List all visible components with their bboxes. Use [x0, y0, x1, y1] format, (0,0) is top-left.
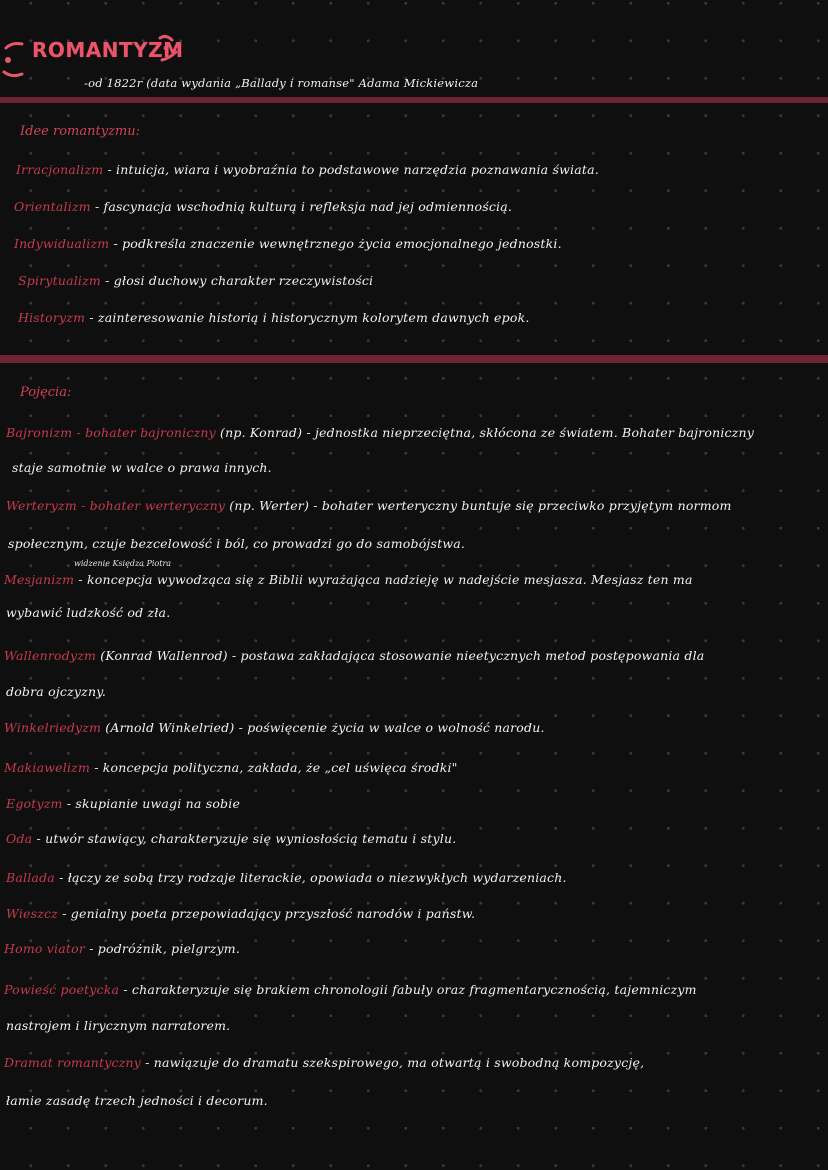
- concept-term: Wallenrodyzm: [4, 648, 97, 663]
- concept-term-part: - bohater: [76, 498, 145, 513]
- concept-powiesc: [4, 982, 697, 997]
- concept-desc: - nawiązuje do dramatu szekspirowego, ma otwartą i swobodną kompozycję,: [141, 1055, 645, 1070]
- concept-term: Homo viator: [4, 941, 86, 956]
- concept-desc: - genialny poeta przepowiadający przyszłość narodów i państw.: [58, 906, 476, 921]
- idea-term: Indywidualizm: [14, 236, 110, 251]
- idea-desc: - intuicja, wiara i wyobraźnia to podstawowe narzędzia poznawania świata.: [103, 162, 599, 177]
- concept-ballada: [6, 870, 567, 885]
- concept-powiesc-cont: nastrojem i lirycznym narratorem.: [6, 1018, 231, 1033]
- concept-desc: - łączy ze sobą trzy rodzaje literackie, opowiada o niezwykłych wydarzeniach.: [54, 870, 567, 885]
- concept-mesjanizm: [4, 572, 693, 587]
- idea-item: [18, 273, 373, 288]
- concept-desc: - koncepcja polityczna, zakłada, że „cel uświęca środki": [90, 760, 458, 775]
- idea-item: [16, 162, 599, 177]
- concept-wallenrodyzm: [4, 648, 704, 663]
- concepts-heading: Pojęcia:: [20, 385, 72, 400]
- idea-item: [18, 310, 530, 325]
- idea-term: Irracjonalizm: [16, 162, 104, 177]
- idea-desc: - zainteresowanie historią i historycznym kolorytem dawnych epok.: [85, 310, 530, 325]
- concept-term: Egotyzm: [6, 796, 63, 811]
- concept-term: Wieszcz: [6, 906, 59, 921]
- idea-desc: - podkreśla znaczenie wewnętrznego życia emocjonalnego jednostki.: [109, 236, 562, 251]
- concept-mesjanizm-cont: wybawić ludzkość od zła.: [6, 605, 171, 620]
- concept-wieszcz: [6, 906, 475, 921]
- concept-term: Dramat romantyczny: [4, 1055, 141, 1070]
- idea-item: [14, 236, 562, 251]
- divider-middle: [0, 355, 828, 363]
- concept-term: Oda: [6, 831, 33, 846]
- concept-desc: - charakteryzuje się brakiem chronologii fabuły oraz fragmentarycznością, tajemniczym: [119, 982, 697, 997]
- concept-term: Ballada: [6, 870, 55, 885]
- concept-term-part: bajroniczny: [140, 425, 216, 440]
- concept-werteryzm-cont: społecznym, czuje bezcelowość i ból, co prowadzi go do samobójstwa.: [8, 536, 466, 551]
- idea-term: Spirytualizm: [18, 273, 101, 288]
- concept-desc: (np. Werter) - bohater werteryczny buntuje się przeciwko przyjętym normom: [225, 498, 732, 513]
- concept-desc: - skupianie uwagi na sobie: [62, 796, 241, 811]
- concept-egotyzm: [6, 796, 240, 811]
- concept-bajronizm-cont: staje samotnie w walce o prawa innych.: [12, 460, 272, 475]
- concept-makiawelizm: [4, 760, 458, 775]
- subtitle: -od 1822r (data wydania „Ballady i romanse" Adama Mickiewicza: [84, 76, 479, 90]
- idea-item: [14, 199, 512, 214]
- concept-oda: [6, 831, 456, 846]
- concept-term: Powieść poetycka: [4, 982, 120, 997]
- concept-term-part: - bohater: [72, 425, 141, 440]
- concept-term: Mesjanizm: [4, 572, 75, 587]
- concept-homoviator: [4, 941, 240, 956]
- concept-desc: - utwór stawiący, charakteryzuje się wyniosłością tematu i stylu.: [32, 831, 457, 846]
- concept-desc: - koncepcja wywodząca się z Biblii wyrażająca nadzieję w nadejście mesjasza. Mesjasz ten ma: [74, 572, 693, 587]
- concept-term: Werteryzm: [6, 498, 77, 513]
- idea-term: Orientalizm: [14, 199, 91, 214]
- concept-term-part: werteryczny: [144, 498, 226, 513]
- concept-desc: (Konrad Wallenrod) - postawa zakładająca stosowanie nieetycznych metod postępowania dla: [96, 648, 705, 663]
- concept-dramat-cont: łamie zasadę trzech jedności i decorum.: [6, 1093, 268, 1108]
- idea-desc: - fascynacja wschodnią kulturą i refleksja nad jej odmiennością.: [90, 199, 513, 214]
- concept-desc: (Arnold Winkelried) - poświęcenie życia w walce o wolność narodu.: [101, 720, 545, 735]
- mesjanizm-note: widzenie Księdza Piotra: [74, 559, 172, 568]
- idea-desc: - głosi duchowy charakter rzeczywistości: [100, 273, 374, 288]
- concept-term: Bajronizm: [6, 425, 73, 440]
- concept-term: Winkelriedyzm: [4, 720, 102, 735]
- ideas-heading: Idee romantyzmu:: [20, 124, 140, 139]
- page-title: ROMANTYZM: [32, 38, 184, 62]
- concept-werteryzm: [6, 498, 732, 513]
- concept-desc: - podróżnik, pielgrzym.: [85, 941, 241, 956]
- divider-top: [0, 97, 828, 103]
- concept-desc: (np. Konrad) - jednostka nieprzeciętna, skłócona ze światem. Bohater bajroniczny: [215, 425, 755, 440]
- concept-bajronizm: [6, 425, 754, 440]
- idea-term: Historyzm: [18, 310, 86, 325]
- concept-dramat: [4, 1055, 644, 1070]
- concept-term: Makiawelizm: [4, 760, 91, 775]
- concept-winkelriedyzm: [4, 720, 545, 735]
- concept-wallenrodyzm-cont: dobra ojczyzny.: [6, 684, 106, 699]
